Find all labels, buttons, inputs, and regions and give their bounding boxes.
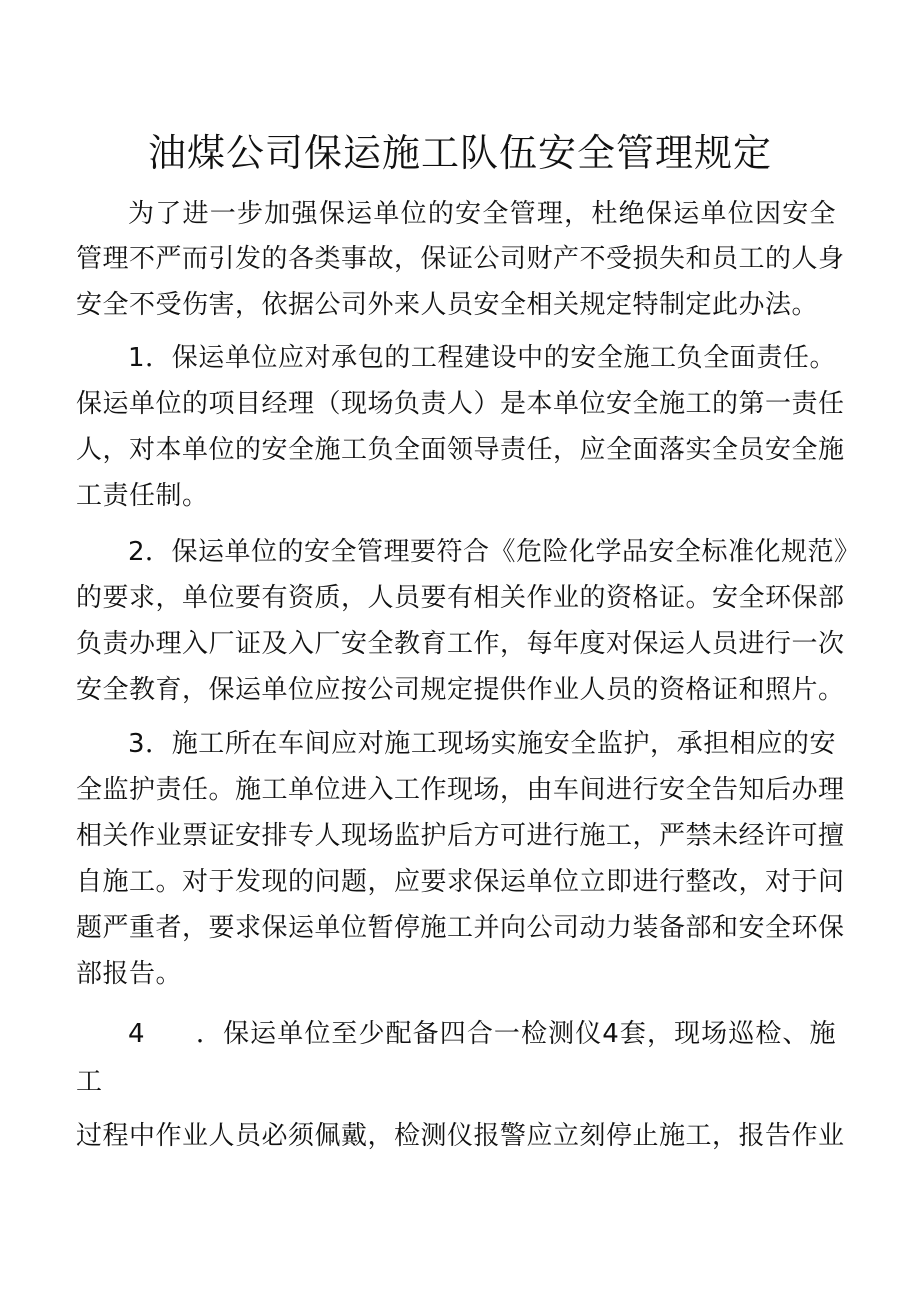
item-3-line-1: 3．施工所在车间应对施工现场实施安全监护，承担相应的安 — [128, 729, 836, 759]
item-2-line-2: 的要求，单位要有资质，人员要有相关作业的资格证。安全环保部 — [76, 583, 845, 613]
item-1-line-1: 1．保运单位应对承包的工程建设中的安全施工负全面责任。 — [128, 343, 836, 373]
paragraph-intro-line-2: 管理不严而引发的各类事故，保证公司财产不受损失和员工的人身 — [76, 244, 845, 274]
item-1-line-3: 人，对本单位的安全施工负全面领导责任，应全面落实全员安全施 — [76, 435, 845, 465]
item-1-line-2: 保运单位的项目经理（现场负责人）是本单位安全施工的第一责任 — [76, 389, 845, 419]
item-3-line-2: 全监护责任。施工单位进入工作现场，由车间进行安全告知后办理 — [76, 775, 845, 805]
paragraph-intro-line-3: 安全不受伤害，依据公司外来人员安全相关规定特制定此办法。 — [76, 290, 819, 320]
item-4-number: 4 — [128, 1019, 145, 1049]
item-2-line-1: 2．保运单位的安全管理要符合《危险化学品安全标准化规范》 — [128, 537, 861, 567]
paragraph-intro-line-1: 为了进一步加强保运单位的安全管理，杜绝保运单位因安全 — [128, 199, 836, 229]
item-4-line-3: 过程中作业人员必须佩戴，检测仪报警应立刻停止施工，报告作业 — [76, 1121, 845, 1151]
item-2-line-4: 安全教育，保运单位应按公司规定提供作业人员的资格证和照片。 — [76, 675, 845, 705]
item-4-line-1: ．保运单位至少配备四合一检测仪4套，现场巡检、施 — [196, 1019, 836, 1049]
document-title: 油煤公司保运施工队伍安全管理规定 — [147, 131, 772, 175]
item-2-line-3: 负责办理入厂证及入厂安全教育工作，每年度对保运人员进行一次 — [76, 629, 845, 659]
item-3-line-6: 部报告。 — [76, 959, 183, 989]
item-4-line-2: 工 — [76, 1067, 103, 1097]
item-3-line-5: 题严重者，要求保运单位暂停施工并向公司动力装备部和安全环保 — [76, 913, 845, 943]
item-3-line-3: 相关作业票证安排专人现场监护后方可进行施工，严禁未经许可擅 — [76, 821, 845, 851]
item-3-line-4: 自施工。对于发现的问题，应要求保运单位立即进行整改，对于问 — [76, 867, 845, 897]
item-1-line-4: 工责任制。 — [76, 481, 209, 511]
